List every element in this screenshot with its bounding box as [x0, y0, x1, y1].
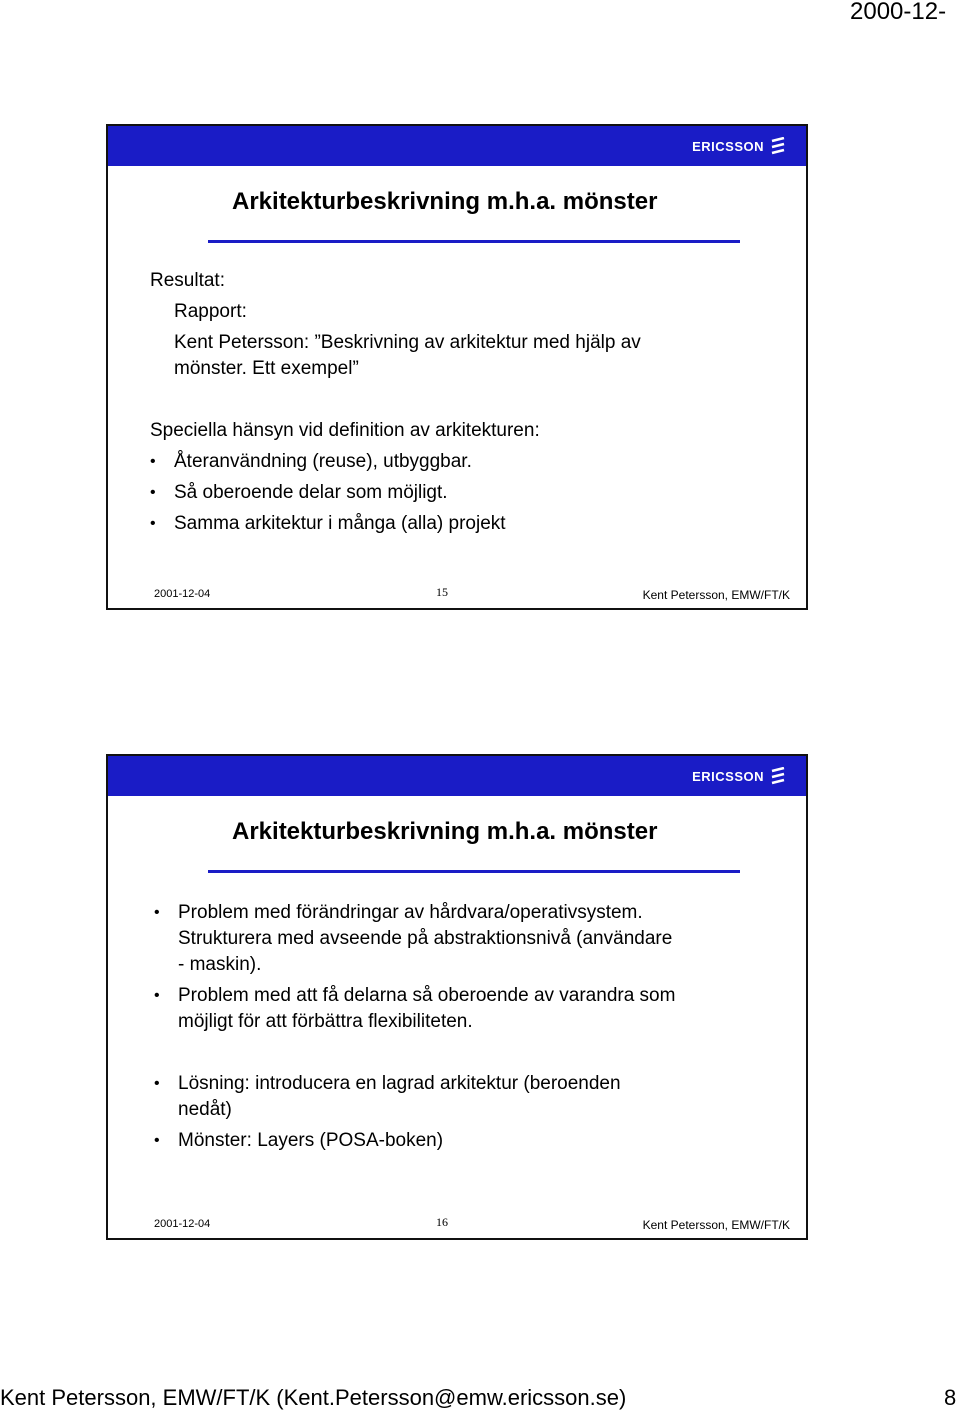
bullet-text: Samma arkitektur i många (alla) projekt: [174, 513, 506, 534]
bullet-dot-icon: •: [154, 987, 160, 1004]
slide-header-bar: [108, 126, 806, 166]
bullet-text-line: nedåt): [178, 1099, 232, 1120]
title-underline: [208, 870, 740, 873]
slide-title: Arkitekturbeskrivning m.h.a. mönster: [232, 818, 658, 845]
special-considerations-label: Speciella hänsyn vid definition av arkitekturen:: [150, 420, 540, 441]
bullet-dot-icon: •: [150, 484, 156, 501]
logo-text: ERICSSON: [692, 138, 764, 154]
bullet-text-line: - maskin).: [178, 954, 262, 975]
page-header-date: 2000-12-: [850, 0, 947, 24]
bullet-dot-icon: •: [150, 515, 156, 532]
slide-16: [106, 754, 808, 1240]
bullet-text-line: Strukturera med avseende på abstraktionsnivå (användare: [178, 928, 673, 949]
slide-footer-author: Kent Petersson, EMW/FT/K: [642, 1218, 790, 1232]
logo-text: ERICSSON: [692, 768, 764, 784]
slide-footer-page-number: 16: [436, 1215, 448, 1229]
title-underline: [208, 240, 740, 243]
bullet-dot-icon: •: [154, 1075, 160, 1092]
bullet-dot-icon: •: [154, 904, 160, 921]
slide-title: Arkitekturbeskrivning m.h.a. mönster: [232, 188, 658, 215]
ericsson-logo: [692, 764, 786, 788]
bullet-dot-icon: •: [154, 1132, 160, 1149]
report-line-1: Kent Petersson: ”Beskrivning av arkitektur med hjälp av: [174, 332, 641, 353]
slide-footer-date: 2001-12-04: [154, 588, 211, 600]
slide-footer-author: Kent Petersson, EMW/FT/K: [642, 588, 790, 602]
slide-footer-date: 2001-12-04: [154, 1218, 211, 1230]
bullet-text-line: Problem med att få delarna så oberoende av varandra som: [178, 985, 676, 1006]
slide-header-bar: [108, 756, 806, 796]
bullet-text-line: Mönster: Layers (POSA-boken): [178, 1130, 444, 1151]
slide-footer-page-number: 15: [436, 585, 448, 599]
bullet-text: Så oberoende delar som möjligt.: [174, 482, 448, 503]
ericsson-logo: [692, 134, 786, 158]
bullet-text-line: möjligt för att förbättra flexibiliteten.: [178, 1011, 473, 1032]
ericsson-logo-icon: [770, 767, 786, 785]
page-footer-number: 8: [944, 1386, 957, 1410]
bullet-text-line: Problem med förändringar av hårdvara/operativsystem.: [178, 902, 643, 923]
slide-15: [106, 124, 808, 610]
ericsson-logo-icon: [770, 137, 786, 155]
result-label: Resultat:: [150, 270, 225, 291]
bullet-text: Återanvändning (reuse), utbyggbar.: [174, 451, 472, 472]
report-line-2: mönster. Ett exempel”: [174, 358, 359, 379]
report-label: Rapport:: [174, 301, 247, 322]
bullet-text-line: Lösning: introducera en lagrad arkitektur (beroenden: [178, 1073, 621, 1094]
page-footer-text: Kent Petersson, EMW/FT/K (Kent.Petersson@emw.ericsson.se): [0, 1385, 627, 1410]
bullet-dot-icon: •: [150, 453, 156, 470]
